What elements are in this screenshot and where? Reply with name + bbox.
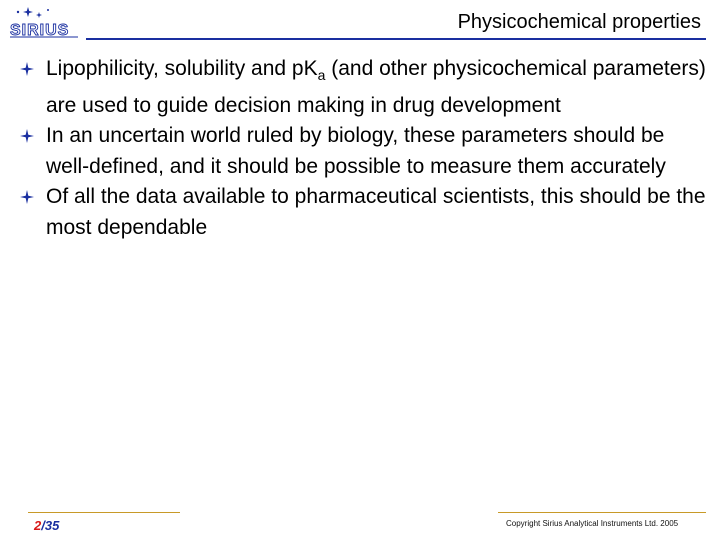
- bullet-item: [20, 54, 710, 121]
- bullet-text-start: Lipophilicity, solubility and pK: [46, 57, 318, 80]
- logo-wordmark: SIRIUS: [10, 22, 70, 38]
- four-point-star-icon: [20, 190, 34, 204]
- bullet-subscript: a: [317, 67, 326, 84]
- footer-divider-right: [498, 512, 706, 513]
- bullet-text: In an uncertain world ruled by biology, these parameters should be well-defined, and it should be possible to measure them accurately: [46, 124, 666, 178]
- four-point-star-icon: [20, 62, 34, 76]
- header-divider: [86, 38, 706, 40]
- slide-title: Physicochemical properties: [457, 11, 701, 33]
- four-point-star-icon: [20, 129, 34, 143]
- sirius-logo: [8, 6, 82, 38]
- bullet-list: [20, 54, 710, 243]
- bullet-item: [20, 121, 710, 182]
- bullet-item: [20, 182, 710, 243]
- bullet-text: Of all the data available to pharmaceutical scientists, this should be the most dependable: [46, 185, 706, 239]
- page-current: 2: [34, 518, 42, 533]
- page-total: /35: [41, 518, 60, 533]
- bullet-text-end: (and other physicochemical parameters) are used to guide decision making in drug development: [46, 57, 706, 117]
- footer-divider-left: [28, 512, 180, 513]
- page-number: [34, 518, 59, 533]
- copyright-notice: Copyright Sirius Analytical Instruments Ltd. 2005: [506, 519, 679, 528]
